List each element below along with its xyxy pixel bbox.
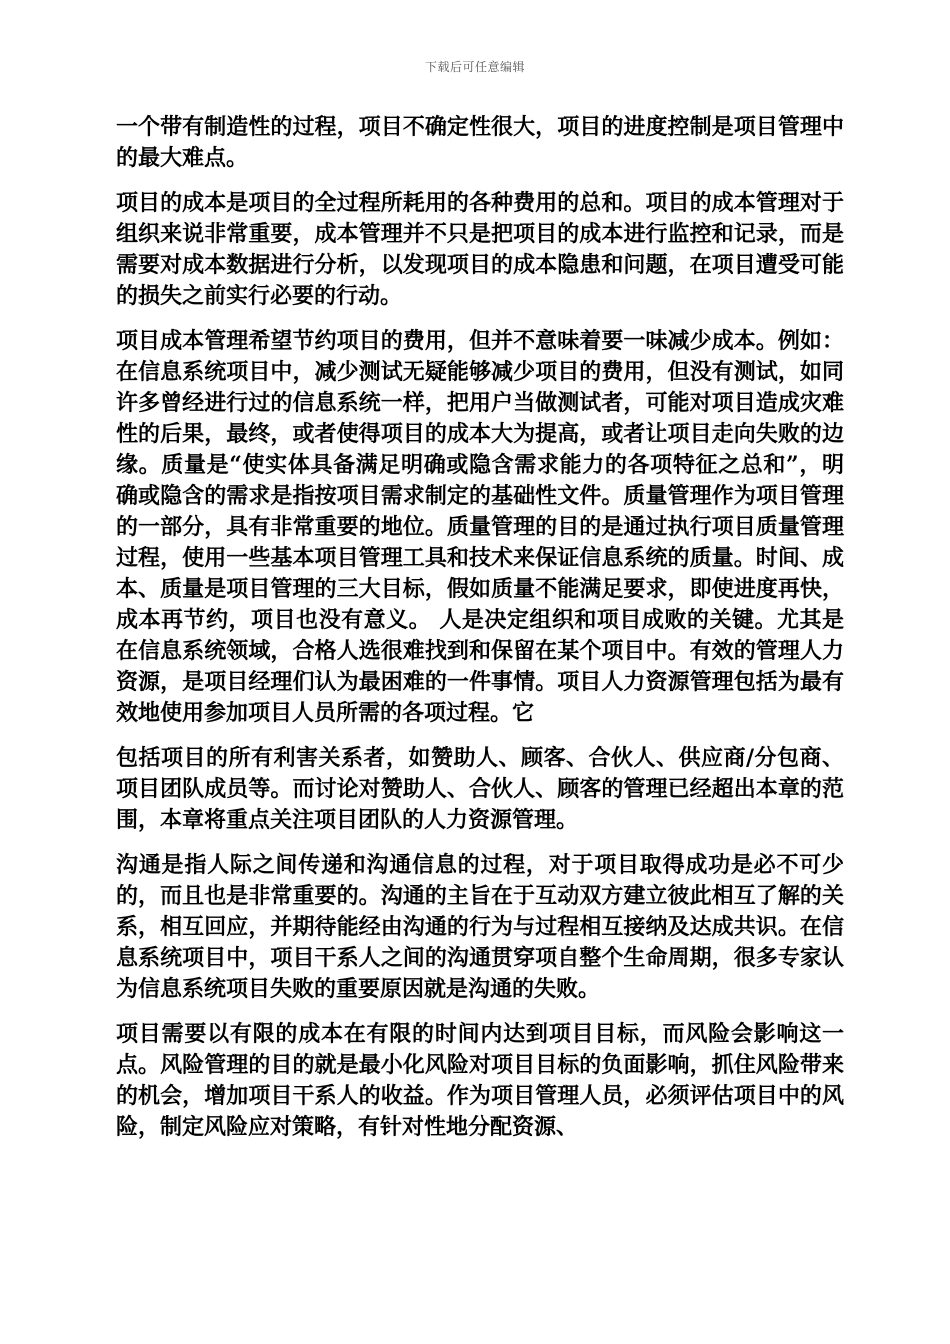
- paragraph-schedule-control: 一个带有制造性的过程，项目不确定性很大，项目的进度控制是项目管理中的最大难点。: [116, 114, 844, 171]
- paragraph-quality-and-hr: 项目成本管理希望节约项目的费用，但并不意味着要一味减少成本。例如：在信息系统项目中，减少测试无疑能够减少项目的费用，但没有测试，如同许多曾经进行过的信息系统一样，把用户当做测试者，可能对项目造成灾难性的后果，最终，或者使得项目的成本大为提高，或者让项目走向失败的边缘。质量是“使实体具备满足明确或隐含需求能力的各项特征之总和”，明确或隐含的需求是指按项目需求制定的基础性文件。质量管理作为项目管理的一部分，具有非常重要的地位。质量管理的目的是通过执行项目质量管理过程，使用一些基本项目管理工具和技术来保证信息系统的质量。时间、成本、质量是项目管理的三大目标，假如质量不能满足要求，即使进度再快，成本再节约，项目也没有意义。 人是决定组织和项目成败的关键。尤其是在信息系统领域，合格人选很难找到和保留在某个项目中。有效的管理人力资源，是项目经理们认为最困难的一件事情。项目人力资源管理包括为最有效地使用参加项目人员所需的各项过程。它: [116, 328, 844, 726]
- paragraph-stakeholders: 包括项目的所有利害关系者，如赞助人、顾客、合伙人、供应商/分包商、项目团队成员等。而讨论对赞助人、合伙人、顾客的管理已经超出本章的范围，本章将重点关注项目团队的人力资源管理。: [116, 745, 844, 833]
- page-header: 下载后可任意编辑: [424, 60, 525, 74]
- paragraph-communication: 沟通是指人际之间传递和沟通信息的过程，对于项目取得成功是必不可少的，而且也是非常重要的。沟通的主旨在于互动双方建立彼此相互了解的关系，相互回应，并期待能经由沟通的行为与过程相互接纳及达成共识。在信息系统项目中，项目干系人之间的沟通贯穿项自整个生命周期，很多专家认为信息系统项目失败的重要原因就是沟通的失败。: [116, 852, 844, 1002]
- body-content: [116, 112, 844, 1157]
- paragraph-risk-management: 项目需要以有限的成本在有限的时间内达到项目目标，而风险会影响这一点。风险管理的目的就是最小化风险对项目目标的负面影响，抓住风险带来的机会，增加项目干系人的收益。作为项目管理人员，必须评估项目中的风险，制定风险应对策略，有针对性地分配资源、: [116, 1021, 844, 1140]
- paragraph-cost-management: 项目的成本是项目的全过程所耗用的各种费用的总和。项目的成本管理对于组织来说非常重要，成本管理并不只是把项目的成本进行监控和记录，而是需要对成本数据进行分析，以发现项目的成本隐患和问题，在项目遭受可能的损失之前实行必要的行动。: [116, 190, 844, 309]
